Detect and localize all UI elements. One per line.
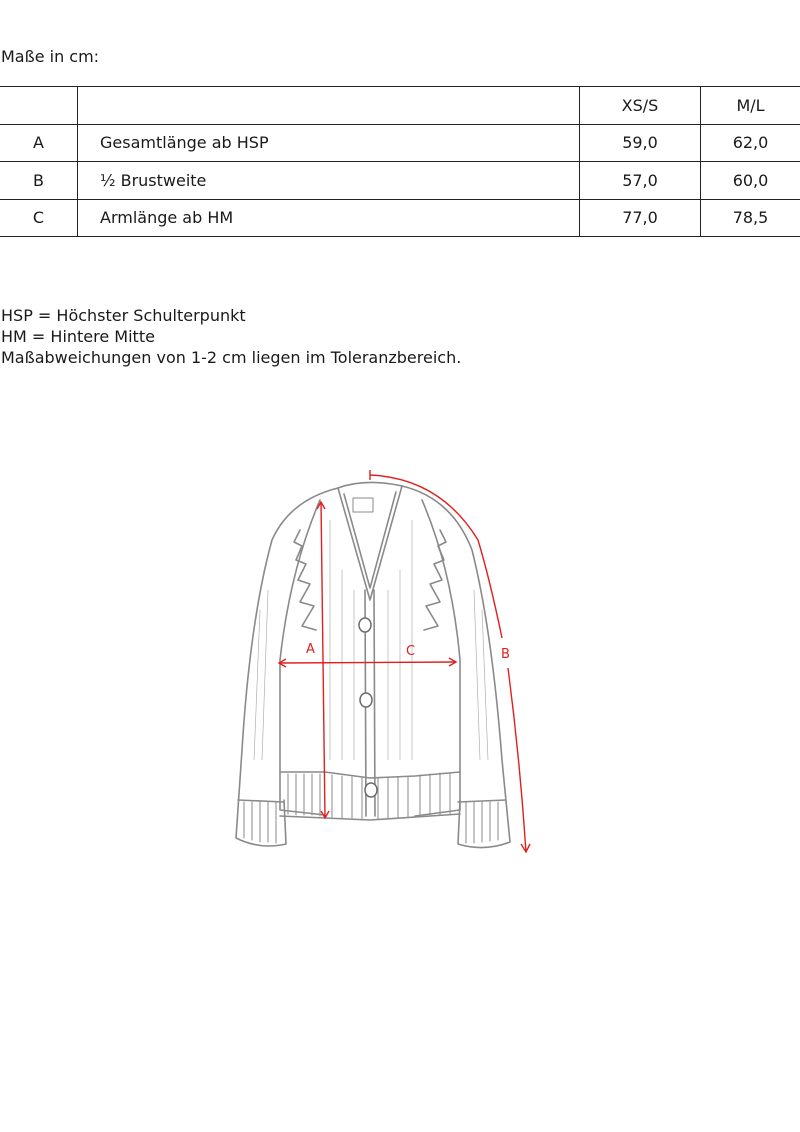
row-key: A (0, 124, 78, 162)
table-row (0, 162, 800, 200)
header-cell-key (0, 87, 78, 125)
button-icon (360, 693, 372, 707)
measure-a-line (321, 502, 325, 818)
measure-b-arc-lower (508, 668, 526, 852)
row-label: ½ Brustweite (78, 162, 580, 200)
row-value-m-l: 78,5 (701, 199, 800, 237)
button-icon (359, 618, 371, 632)
table-header-row (0, 87, 800, 125)
row-value-m-l: 60,0 (701, 162, 800, 200)
row-label: Gesamtlänge ab HSP (78, 124, 580, 162)
row-value-m-l: 62,0 (701, 124, 800, 162)
row-key: C (0, 199, 78, 237)
page-title: Maße in cm: (1, 47, 100, 66)
note-hm: HM = Hintere Mitte (1, 327, 155, 346)
measure-c-line (279, 662, 456, 663)
row-value-xs-s: 57,0 (580, 162, 701, 200)
header-cell-label (78, 87, 580, 125)
header-cell-m-l: M/L (701, 87, 800, 125)
notes (1, 305, 461, 368)
label-b: B (501, 647, 510, 662)
row-label: Armlänge ab HM (78, 199, 580, 237)
size-table (0, 86, 800, 237)
row-value-xs-s: 59,0 (580, 124, 701, 162)
note-tolerance: Maßabweichungen von 1-2 cm liegen im Toleranzbereich. (1, 348, 462, 367)
table-row (0, 124, 800, 162)
label-c: C (406, 644, 416, 659)
note-hsp: HSP = Höchster Schulterpunkt (1, 306, 246, 325)
table-row (0, 199, 800, 237)
label-a: A (306, 642, 315, 657)
row-key: B (0, 162, 78, 200)
header-cell-xs-s: XS/S (580, 87, 701, 125)
button-icon (365, 783, 377, 797)
cardigan-sketch (220, 460, 550, 880)
measurement-labels (306, 642, 510, 662)
row-value-xs-s: 77,0 (580, 199, 701, 237)
